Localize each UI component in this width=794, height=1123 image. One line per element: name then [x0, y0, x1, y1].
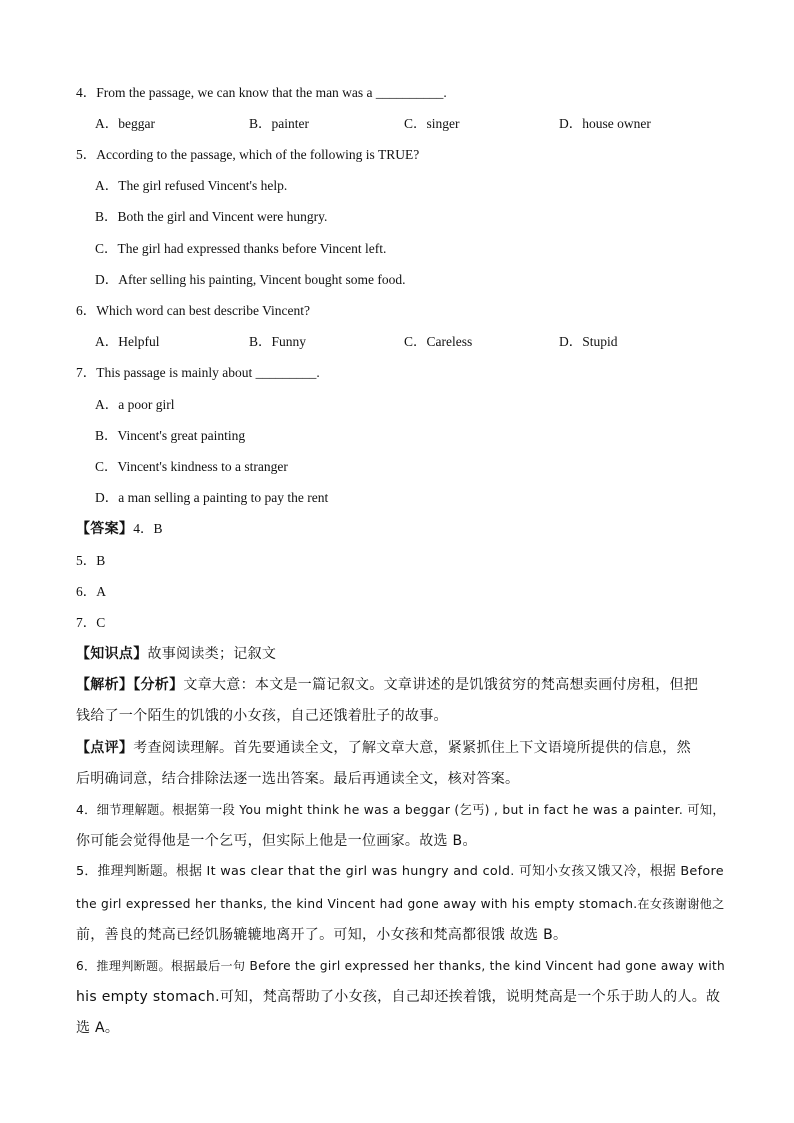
explanation-5-line-1: 5．推理判断题。根据 It was clear that the girl was hungry and cold. 可知小女孩又饿又冷，根据 Before	[76, 864, 724, 879]
question-7-stem: 7．This passage is mainly about _________.	[76, 365, 320, 380]
explanation-4-line-2: 你可能会觉得他是一个乞丐，但实际上他是一位画家。故选 B。	[76, 833, 477, 849]
explanation-4-line-1: 4．细节理解题。根据第一段 You might think he was a beggar (乞丐) , but in fact he was a painter. 可知，	[76, 803, 725, 817]
question-5-option-b: B．Both the girl and Vincent were hungry.	[95, 209, 328, 224]
comment-label: 【点评】	[76, 740, 134, 756]
question-5-option-a: A．The girl refused Vincent's help.	[95, 178, 288, 193]
answer-6: 6．A	[76, 584, 106, 599]
knowledge-text: 故事阅读类；记叙文	[147, 646, 277, 662]
explanation-5-line-2: the girl expressed her thanks, the kind Vincent had gone away with his empty stomach.在女孩谢谢他之	[76, 897, 725, 911]
analysis-line-2: 钱给了一个陌生的饥饿的小女孩，自己还饿着肚子的故事。	[76, 708, 448, 724]
knowledge-point	[76, 644, 276, 664]
question-4-option-c: C．singer	[404, 116, 460, 131]
comment-text-1: 考查阅读理解。首先要通读全文，了解文章大意，紧紧抓住上下文语境所提供的信息，然	[133, 740, 691, 756]
question-4-option-d: D．house owner	[559, 116, 651, 131]
analysis-line-1	[76, 675, 698, 695]
analysis-label: 【解析】【分析】	[76, 677, 184, 693]
knowledge-label: 【知识点】	[76, 646, 148, 662]
explanation-6-line-1: 6．推理判断题。根据最后一句 Before the girl expressed her thanks, the kind Vincent had gone away with	[76, 959, 726, 973]
question-6-option-b: B．Funny	[249, 334, 307, 349]
question-4-stem: 4．From the passage, we can know that the man was a __________.	[76, 85, 447, 100]
question-6-stem: 6．Which word can best describe Vincent?	[76, 303, 310, 318]
question-5-option-c: C．The girl had expressed thanks before Vincent left.	[95, 241, 387, 256]
question-5-option-d: D．After selling his painting, Vincent bought some food.	[95, 272, 406, 287]
analysis-text-1: 文章大意：本文是一篇记叙文。文章讲述的是饥饿贫穷的梵高想卖画付房租，但把	[183, 677, 699, 693]
question-6-option-c: C．Careless	[404, 334, 473, 349]
comment-line-1	[76, 738, 691, 758]
question-7-option-b: B．Vincent's great painting	[95, 428, 246, 443]
question-6-option-d: D．Stupid	[559, 334, 618, 349]
question-6-option-a: A．Helpful	[95, 334, 160, 349]
explanation-5-line-3: 前，善良的梵高已经饥肠辘辘地离开了。可知，小女孩和梵高都很饿 故选 B。	[76, 927, 568, 943]
answer-label: 【答案】	[76, 521, 134, 537]
answer-4: 4．B	[133, 521, 163, 536]
question-7-option-c: C．Vincent's kindness to a stranger	[95, 459, 288, 474]
question-4-option-a: A．beggar	[95, 116, 155, 131]
question-7-option-d: D．a man selling a painting to pay the rent	[95, 490, 329, 505]
question-4-option-b: B．painter	[249, 116, 309, 131]
explanation-6-line-2: his empty stomach.可知，梵高帮助了小女孩，自己却还挨着饿，说明梵高是一个乐于助人的人。故	[76, 989, 721, 1005]
answer-line	[76, 519, 162, 539]
answer-7: 7．C	[76, 615, 106, 630]
question-5-stem: 5．According to the passage, which of the following is TRUE?	[76, 147, 420, 162]
answer-5: 5．B	[76, 553, 106, 568]
comment-line-2: 后明确词意，结合排除法逐一选出答案。最后再通读全文，核对答案。	[76, 771, 520, 787]
explanation-6-line-3: 选 A。	[76, 1020, 120, 1036]
question-7-option-a: A．a poor girl	[95, 397, 175, 412]
